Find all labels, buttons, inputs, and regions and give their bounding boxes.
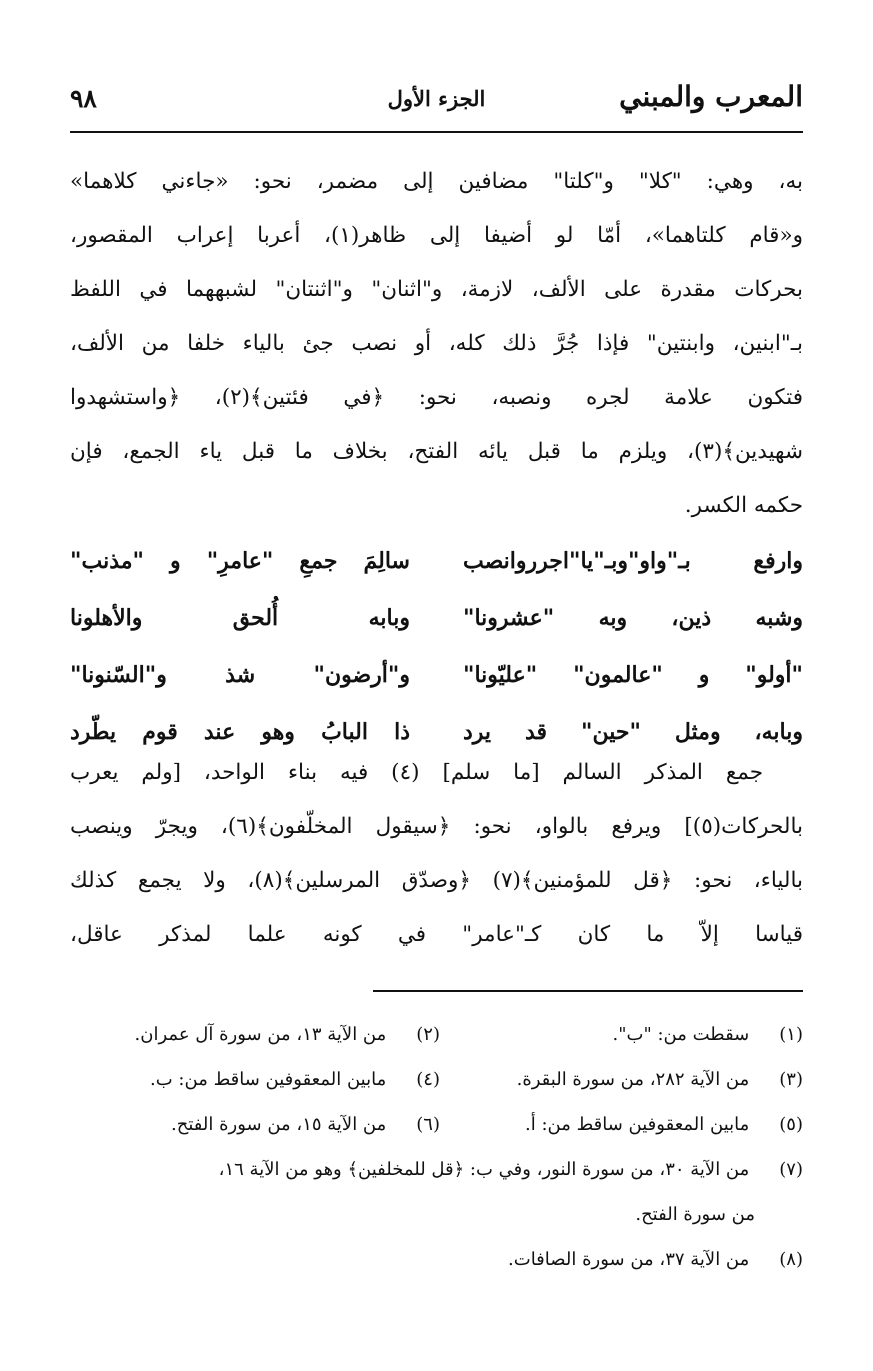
- footnote-number: (٦): [416, 1114, 440, 1135]
- footnote: [70, 1012, 440, 1057]
- footnote-row: [70, 1102, 803, 1147]
- footnote-rule: [373, 990, 803, 992]
- book-title: المعرب والمبني: [619, 80, 803, 113]
- footnote-text: سقطت من: "ب".: [612, 1024, 750, 1045]
- verse-second-hemistich: و"أرضون" شذ و"السّنونا": [70, 662, 410, 688]
- footnote: [458, 1102, 803, 1147]
- page-number: ٩٨: [70, 84, 97, 113]
- text-line: و«قام كلتاهما»، أمّا لو أضيفا إلى ظاهر(١)، أعربا إعراب المقصور،: [70, 223, 803, 248]
- footnote: [70, 1237, 803, 1282]
- footnote-text: من الآية ٣٧، من سورة الصافات.: [508, 1249, 750, 1270]
- text-line: بحركات مقدرة على الألف، لازمة، و"اثنان" و"اثنتان" لشبههما في اللفظ: [70, 277, 803, 302]
- verse-first-hemistich: وارفع بـ"واو"وبـ"يا"اجرروانصب: [463, 548, 803, 574]
- footnote-number: (٢): [416, 1024, 440, 1045]
- part-label: الجزء الأول: [387, 86, 486, 111]
- footnote-text: من الآية ١٥، من سورة الفتح.: [171, 1114, 387, 1135]
- footnote: [70, 1057, 440, 1102]
- footnote-number: (٨): [779, 1249, 803, 1270]
- text-line: بالياء، نحو: ﴿قل للمؤمنين﴾(٧) ﴿وصدّق المرسلين﴾(٨)، ولا يجمع كذلك: [70, 868, 803, 893]
- verse-first-hemistich: "أولو" و "عالمون" "عليّونا": [463, 662, 803, 688]
- page-header: [70, 74, 803, 124]
- verse-second-hemistich: سالِمَ جمعِ "عامرِ" و "مذنب": [70, 548, 410, 574]
- text-line: قياسا إلاّ ما كان كـ"عامر" في كونه علما لمذكر عاقل،: [70, 922, 803, 947]
- footnote-text: من الآية ١٣، من سورة آل عمران.: [134, 1024, 387, 1045]
- verse-second-hemistich: وبابه أُلحق والأهلونا: [70, 605, 410, 631]
- text-line: به، وهي: "كلا" و"كلتا" مضافين إلى مضمر، نحو: «جاءني كلاهما»: [70, 169, 803, 194]
- verse-row: [70, 647, 803, 704]
- footnote-text: مابين المعقوفين ساقط من: أ.: [525, 1114, 750, 1135]
- footnote-text: مابين المعقوفين ساقط من: ب.: [150, 1069, 387, 1090]
- footnote: [70, 1102, 440, 1147]
- poem-verses: [70, 533, 803, 761]
- footnote-row: [70, 1012, 803, 1057]
- main-text: [70, 155, 803, 533]
- footnote-number: (١): [779, 1024, 803, 1045]
- header-rule: [70, 131, 803, 133]
- footnote-text: من الآية ٢٨٢، من سورة البقرة.: [516, 1069, 750, 1090]
- footnote-number: (٤): [416, 1069, 440, 1090]
- footnote-number: (٧): [779, 1159, 803, 1180]
- footnote-number: (٥): [779, 1114, 803, 1135]
- footnote-text: من الآية ٣٠، من سورة النور، وفي ب: ﴿قل للمخلفين﴾ وهو من الآية ١٦،: [218, 1159, 750, 1180]
- verse-row: [70, 590, 803, 647]
- text-line: جمع المذكر السالم [ما سلم] (٤) فيه بناء الواحد، [ولم يعرب: [70, 760, 763, 785]
- footnote: [458, 1057, 803, 1102]
- footnote: [70, 1147, 803, 1192]
- text-line: حكمه الكسر.: [684, 493, 803, 518]
- verse-first-hemistich: وشبه ذين، وبه "عشرونا": [463, 605, 803, 631]
- footnote-continuation: من سورة الفتح.: [635, 1204, 755, 1225]
- footnote-row: [70, 1057, 803, 1102]
- verse-row: [70, 533, 803, 590]
- footnotes: [70, 1012, 803, 1282]
- footnote-number: (٣): [779, 1069, 803, 1090]
- text-line: بـ"ابنين، وابنتين" فإذا جُرَّ ذلك كله، أو نصب جئ بالياء خلفا من الألف،: [70, 331, 803, 356]
- verse-second-hemistich: ذا البابُ وهو عند قوم يطّرد: [70, 719, 410, 745]
- text-line: شهيدين﴾(٣)، ويلزم ما قبل يائه الفتح، بخلاف ما قبل ياء الجمع، فإن: [70, 439, 803, 464]
- text-line: بالحركات(٥)] ويرفع بالواو، نحو: ﴿سيقول المخلّفون﴾(٦)، ويجرّ وينصب: [70, 814, 803, 839]
- verse-first-hemistich: وبابه، ومثل "حين" قد يرد: [463, 719, 803, 745]
- text-line: فتكون علامة لجره ونصبه، نحو: ﴿في فئتين﴾(٢)، ﴿واستشهدوا: [70, 385, 803, 410]
- footnote: [458, 1012, 803, 1057]
- main-text-continued: [70, 746, 803, 962]
